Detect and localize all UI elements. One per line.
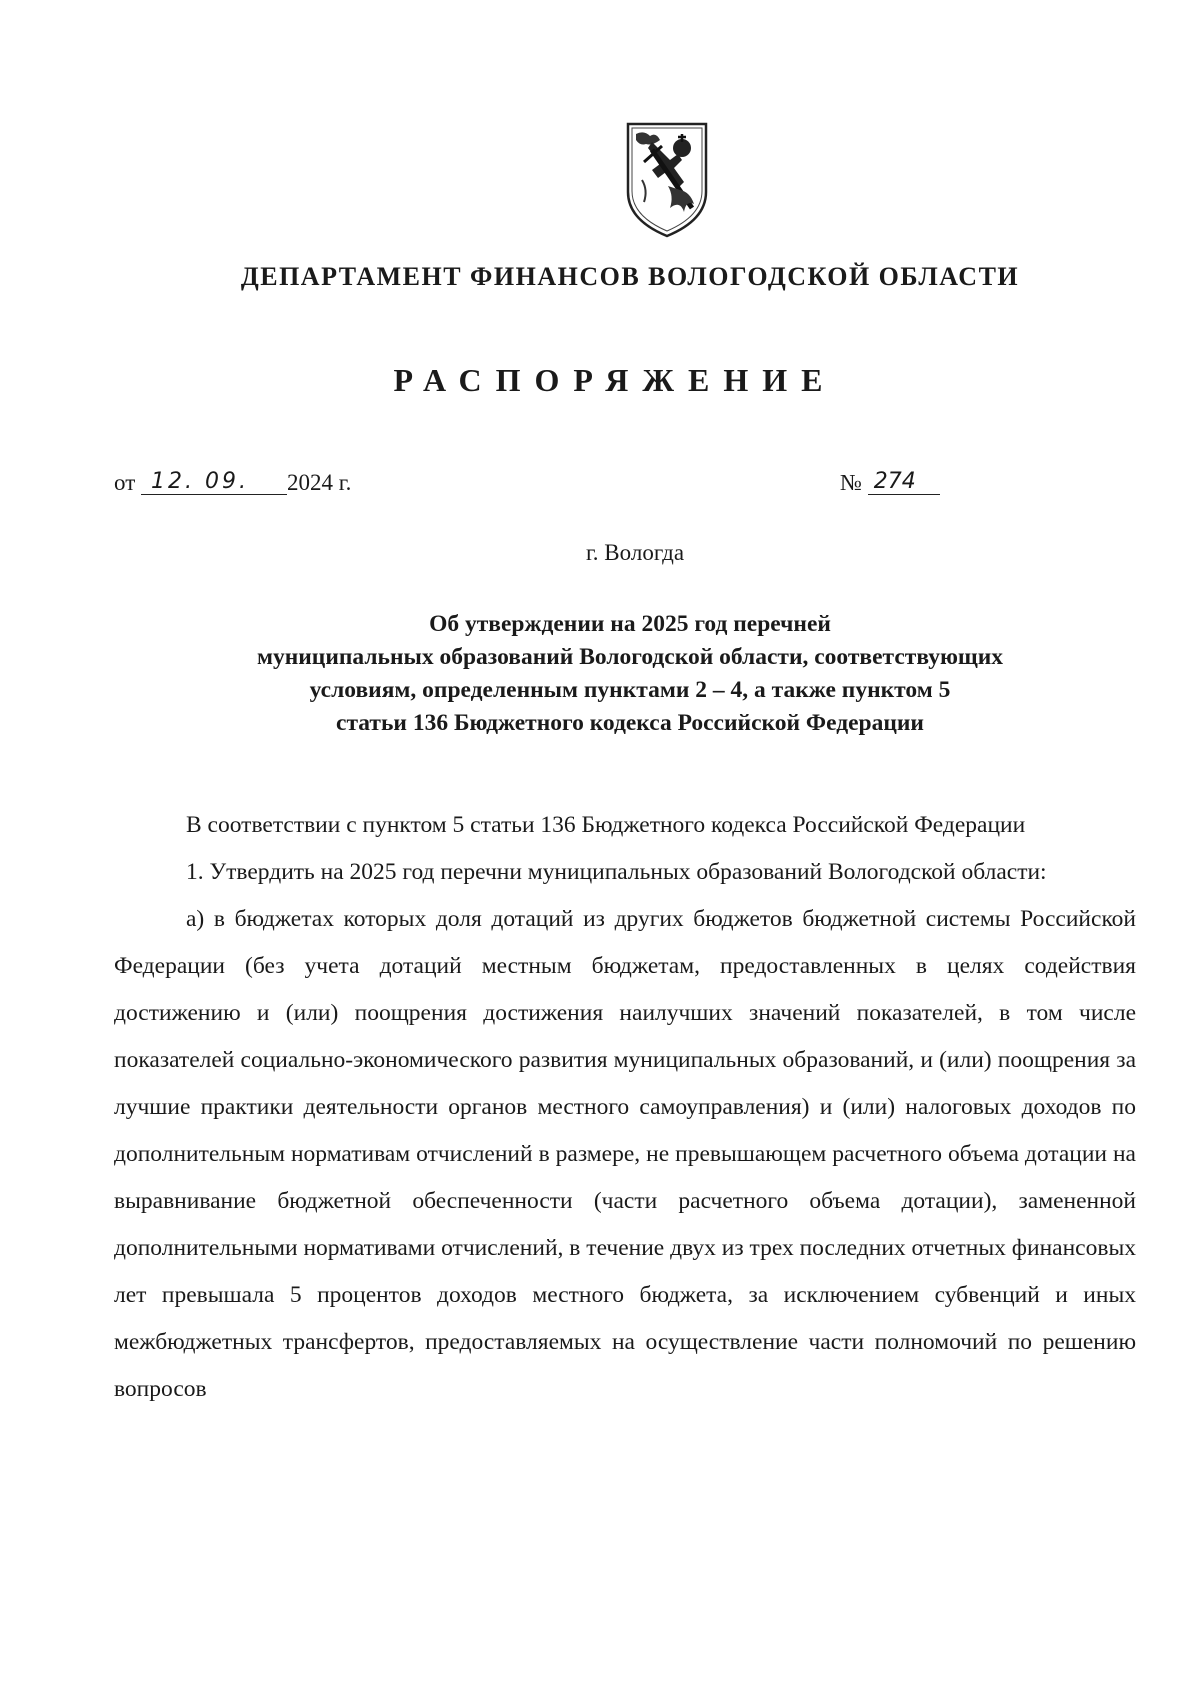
date-year: 2024 г. [287, 470, 352, 495]
date-handwritten: 12. 09. [141, 469, 287, 495]
subject-line: условиям, определенным пунктами 2 – 4, а также пунктом 5 [309, 677, 951, 703]
document-subject [150, 608, 1110, 740]
body-paragraph-item-1: 1. Утвердить на 2025 год перечни муниципальных образований Вологодской области: [186, 859, 1047, 885]
number-prefix: № [840, 470, 862, 495]
body-paragraph-item-1a: а) в бюджетах которых доля дотаций из других бюджетов бюджетной системы Российской Федерации (без учета дотаций местным бюджетам, предоставленных в целях содействия достижению и (или) поощрения достижения наилучших значений показателей, в том числе показателей социально-экономического развития муниципальных образований, и (или) поощрения за лучшие практики деятельности органов местного самоуправления) и (или) налоговых доходов по дополнительным нормативам отчислений в размере, не превышающем расчетного объема дотации на выравнивание бюджетной обеспеченности (части расчетного объема дотации), замененной дополнительными нормативами отчислений, в течение двух из трех последних отчетных финансовых лет превышала 5 процентов доходов местного бюджета, за исключением субвенций и иных межбюджетных трансфертов, предоставляемых на осуществление части полномочий по решению вопросов [114, 906, 1136, 1402]
subject-line: Об утверждении на 2025 год перечней [429, 611, 831, 637]
date-prefix: от [114, 470, 136, 495]
number-handwritten: 274 [868, 469, 940, 495]
coat-of-arms-icon [622, 120, 712, 240]
department-title: ДЕПАРТАМЕНТ ФИНАНСОВ ВОЛОГОДСКОЙ ОБЛАСТИ [240, 262, 1020, 291]
document-number [840, 470, 940, 497]
document-type-title: РАСПОРЯЖЕНИЕ [393, 362, 837, 398]
subject-line: статьи 136 Бюджетного кодекса Российской Федерации [336, 710, 924, 736]
subject-line: муниципальных образований Вологодской области, соответствующих [256, 644, 1004, 670]
document-date [114, 470, 351, 497]
document-body [114, 802, 1136, 1413]
city-name: г. Вологда [585, 540, 685, 565]
body-paragraph-preamble: В соответствии с пунктом 5 статьи 136 Бюджетного кодекса Российской Федерации [186, 812, 1026, 838]
